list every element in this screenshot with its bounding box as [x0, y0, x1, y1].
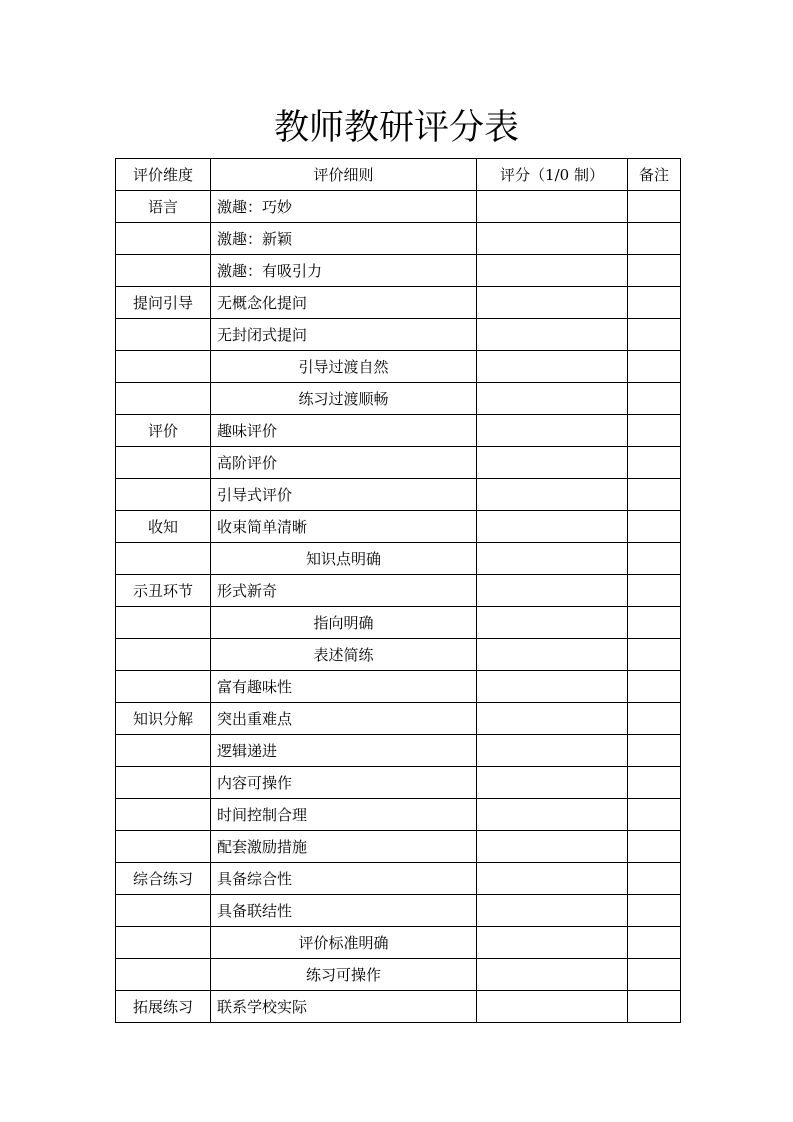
detail-cell: 表述简练: [211, 639, 477, 671]
score-cell[interactable]: [477, 383, 628, 415]
score-cell[interactable]: [477, 191, 628, 223]
score-cell[interactable]: [477, 351, 628, 383]
table-row: [116, 863, 681, 895]
score-cell[interactable]: [477, 287, 628, 319]
dimension-cell: 拓展练习: [116, 991, 211, 1023]
header-score: 评分（1/0 制）: [477, 159, 628, 191]
score-cell[interactable]: [477, 415, 628, 447]
dimension-cell: [116, 255, 211, 287]
score-cell[interactable]: [477, 799, 628, 831]
table-row: [116, 287, 681, 319]
note-cell[interactable]: [628, 959, 681, 991]
note-cell[interactable]: [628, 831, 681, 863]
detail-cell: 配套激励措施: [211, 831, 477, 863]
table-row: [116, 223, 681, 255]
table-row: [116, 191, 681, 223]
score-cell[interactable]: [477, 959, 628, 991]
dimension-cell: [116, 735, 211, 767]
table-row: [116, 767, 681, 799]
dimension-cell: [116, 927, 211, 959]
note-cell[interactable]: [628, 255, 681, 287]
table-header-row: [116, 159, 681, 191]
score-cell[interactable]: [477, 575, 628, 607]
table-row: [116, 671, 681, 703]
note-cell[interactable]: [628, 671, 681, 703]
detail-cell: 收束简单清晰: [211, 511, 477, 543]
note-cell[interactable]: [628, 895, 681, 927]
score-cell[interactable]: [477, 671, 628, 703]
detail-cell: 无封闭式提问: [211, 319, 477, 351]
note-cell[interactable]: [628, 575, 681, 607]
header-dimension: 评价维度: [116, 159, 211, 191]
table-row: [116, 575, 681, 607]
note-cell[interactable]: [628, 799, 681, 831]
dimension-cell: [116, 767, 211, 799]
note-cell[interactable]: [628, 223, 681, 255]
note-cell[interactable]: [628, 415, 681, 447]
score-cell[interactable]: [477, 511, 628, 543]
dimension-cell: 提问引导: [116, 287, 211, 319]
table-row: [116, 895, 681, 927]
note-cell[interactable]: [628, 735, 681, 767]
dimension-cell: [116, 671, 211, 703]
detail-cell: 知识点明确: [211, 543, 477, 575]
score-cell[interactable]: [477, 703, 628, 735]
note-cell[interactable]: [628, 767, 681, 799]
score-cell[interactable]: [477, 447, 628, 479]
detail-cell: 具备综合性: [211, 863, 477, 895]
note-cell[interactable]: [628, 383, 681, 415]
score-cell[interactable]: [477, 767, 628, 799]
dimension-cell: [116, 223, 211, 255]
detail-cell: 激趣：有吸引力: [211, 255, 477, 287]
score-cell[interactable]: [477, 223, 628, 255]
dimension-cell: [116, 447, 211, 479]
table-row: [116, 447, 681, 479]
score-cell[interactable]: [477, 927, 628, 959]
dimension-cell: [116, 639, 211, 671]
detail-cell: 富有趣味性: [211, 671, 477, 703]
dimension-cell: 知识分解: [116, 703, 211, 735]
score-cell[interactable]: [477, 543, 628, 575]
detail-cell: 逻辑递进: [211, 735, 477, 767]
score-cell[interactable]: [477, 479, 628, 511]
note-cell[interactable]: [628, 351, 681, 383]
note-cell[interactable]: [628, 319, 681, 351]
table-row: [116, 255, 681, 287]
dimension-cell: 收知: [116, 511, 211, 543]
dimension-cell: [116, 895, 211, 927]
dimension-cell: 示丑环节: [116, 575, 211, 607]
detail-cell: 趣味评价: [211, 415, 477, 447]
table-row: [116, 415, 681, 447]
detail-cell: 内容可操作: [211, 767, 477, 799]
table-row: [116, 319, 681, 351]
detail-cell: 练习过渡顺畅: [211, 383, 477, 415]
table-row: [116, 703, 681, 735]
note-cell[interactable]: [628, 287, 681, 319]
dimension-cell: 语言: [116, 191, 211, 223]
note-cell[interactable]: [628, 991, 681, 1023]
header-detail: 评价细则: [211, 159, 477, 191]
note-cell[interactable]: [628, 447, 681, 479]
note-cell[interactable]: [628, 607, 681, 639]
dimension-cell: [116, 543, 211, 575]
header-note: 备注: [628, 159, 681, 191]
table-row: [116, 383, 681, 415]
table-row: [116, 799, 681, 831]
score-table: [115, 158, 681, 1023]
table-row: [116, 831, 681, 863]
dimension-cell: [116, 959, 211, 991]
table-row: [116, 639, 681, 671]
score-cell[interactable]: [477, 735, 628, 767]
detail-cell: 高阶评价: [211, 447, 477, 479]
score-cell[interactable]: [477, 319, 628, 351]
table-row: [116, 511, 681, 543]
note-cell[interactable]: [628, 639, 681, 671]
table-row: [116, 479, 681, 511]
detail-cell: 具备联结性: [211, 895, 477, 927]
table-row: [116, 351, 681, 383]
detail-cell: 激趣：巧妙: [211, 191, 477, 223]
table-row: [116, 735, 681, 767]
score-cell[interactable]: [477, 831, 628, 863]
note-cell[interactable]: [628, 703, 681, 735]
dimension-cell: [116, 319, 211, 351]
dimension-cell: [116, 351, 211, 383]
dimension-cell: 综合练习: [116, 863, 211, 895]
score-cell[interactable]: [477, 895, 628, 927]
dimension-cell: [116, 479, 211, 511]
detail-cell: 突出重难点: [211, 703, 477, 735]
table-row: [116, 991, 681, 1023]
detail-cell: 练习可操作: [211, 959, 477, 991]
table-row: [116, 927, 681, 959]
table-row: [116, 543, 681, 575]
table-row: [116, 607, 681, 639]
dimension-cell: [116, 799, 211, 831]
detail-cell: 时间控制合理: [211, 799, 477, 831]
dimension-cell: [116, 383, 211, 415]
score-cell[interactable]: [477, 863, 628, 895]
dimension-cell: [116, 607, 211, 639]
note-cell[interactable]: [628, 863, 681, 895]
note-cell[interactable]: [628, 543, 681, 575]
note-cell[interactable]: [628, 479, 681, 511]
page-title: 教师教研评分表: [273, 108, 519, 148]
detail-cell: 引导式评价: [211, 479, 477, 511]
detail-cell: 指向明确: [211, 607, 477, 639]
score-cell[interactable]: [477, 639, 628, 671]
detail-cell: 引导过渡自然: [211, 351, 477, 383]
detail-cell: 形式新奇: [211, 575, 477, 607]
dimension-cell: [116, 831, 211, 863]
note-cell[interactable]: [628, 927, 681, 959]
note-cell[interactable]: [628, 511, 681, 543]
table-body: [116, 191, 681, 1023]
detail-cell: 联系学校实际: [211, 991, 477, 1023]
detail-cell: 评价标准明确: [211, 927, 477, 959]
dimension-cell: 评价: [116, 415, 211, 447]
score-cell[interactable]: [477, 607, 628, 639]
detail-cell: 无概念化提问: [211, 287, 477, 319]
score-cell[interactable]: [477, 255, 628, 287]
table-row: [116, 959, 681, 991]
detail-cell: 激趣：新颖: [211, 223, 477, 255]
note-cell[interactable]: [628, 191, 681, 223]
score-cell[interactable]: [477, 991, 628, 1023]
